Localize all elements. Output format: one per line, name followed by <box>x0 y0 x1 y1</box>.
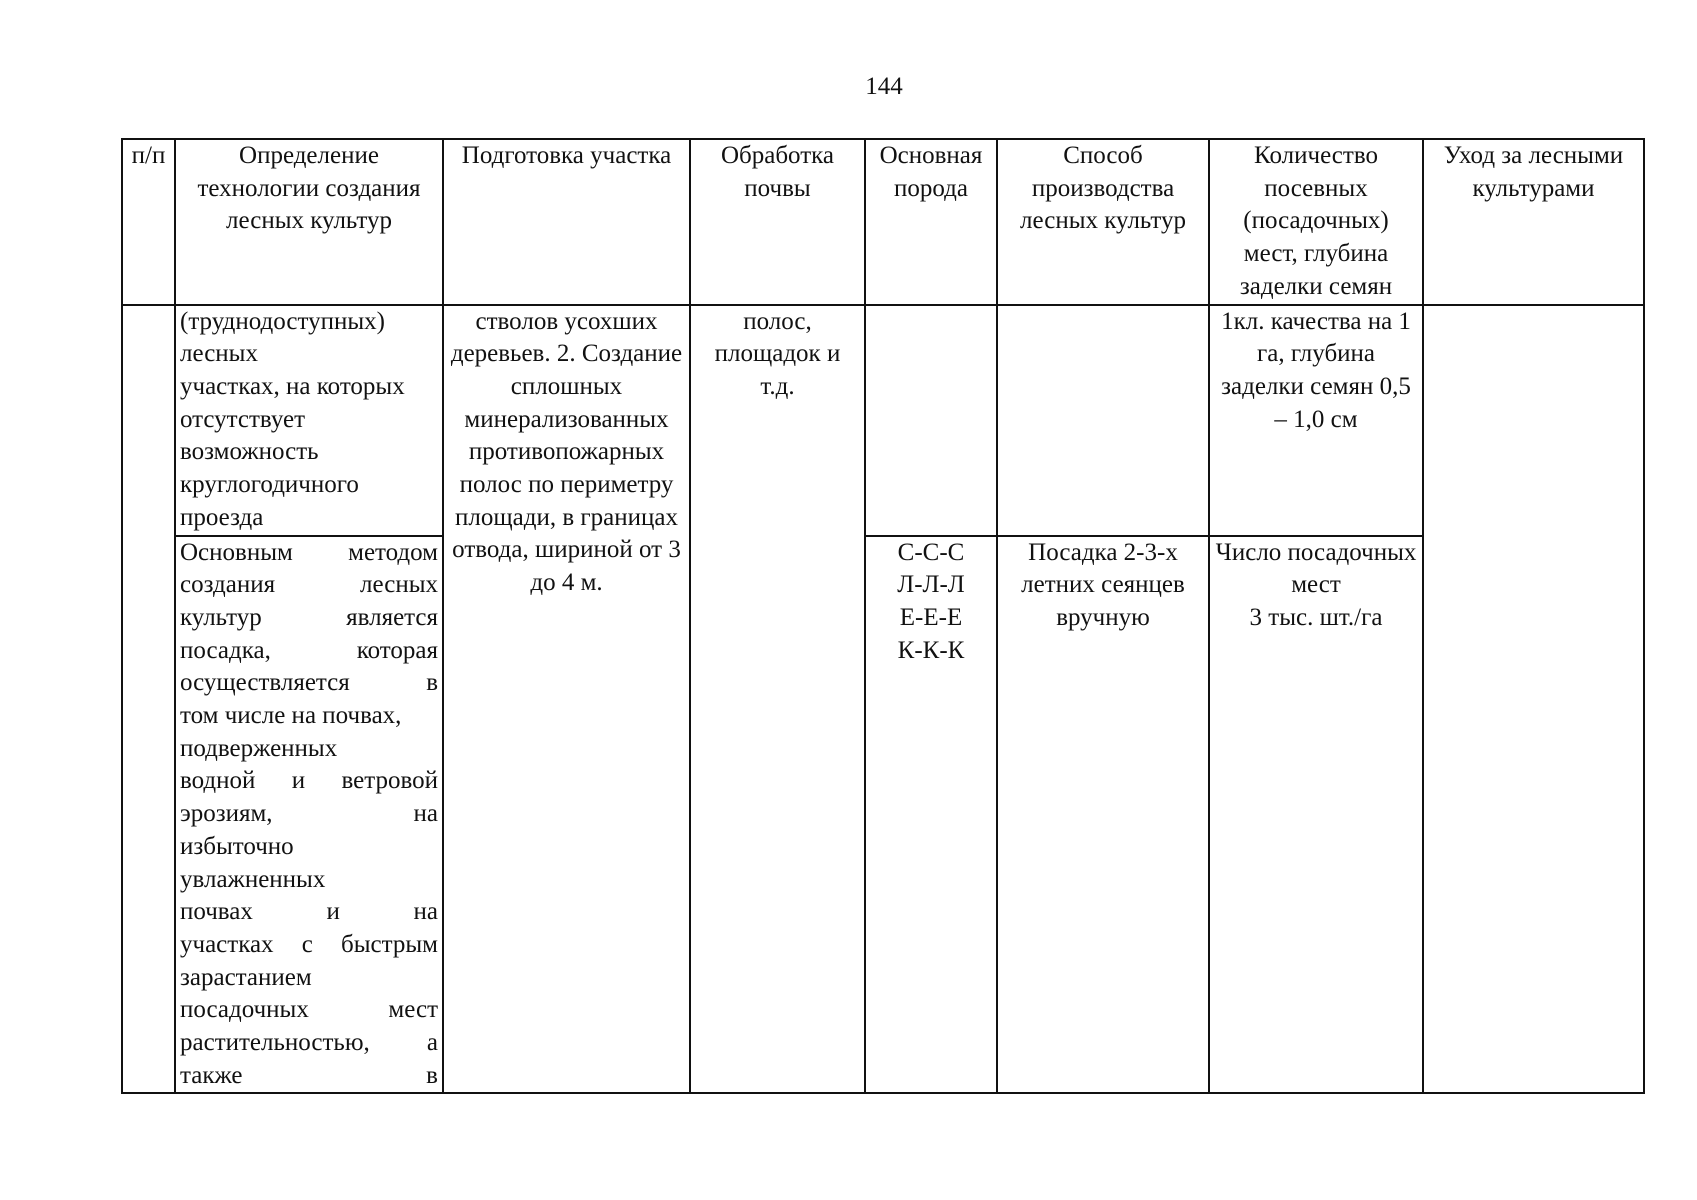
technology-line: почвах и на <box>180 898 438 926</box>
header-species: Основная порода <box>865 139 997 305</box>
header-soil: Обработка почвы <box>690 139 865 305</box>
technology-line: эрозиям, на <box>180 800 438 828</box>
cell-species-2: С-С-С Л-Л-Л Е-Е-Е К-К-К <box>865 536 997 1094</box>
header-method: Способ производства лесных культур <box>997 139 1209 305</box>
technology-line: создания лесных <box>180 571 438 599</box>
header-preparation: Подготовка участка <box>443 139 690 305</box>
technology-line: осуществляется в <box>180 669 438 697</box>
cell-care <box>1423 305 1644 1094</box>
technology-line: участках с быстрым <box>180 930 438 958</box>
technology-line: том числе на почвах, <box>180 702 402 730</box>
table-header-row <box>122 139 1644 305</box>
cell-species-1 <box>865 305 997 536</box>
forest-culture-table <box>121 138 1645 1094</box>
table-row <box>122 536 1644 1094</box>
technology-line: увлажненных <box>180 865 326 893</box>
technology-line: посадочных мест <box>180 996 438 1024</box>
technology-line: Основным методом <box>180 538 438 566</box>
header-pp: п/п <box>122 139 175 305</box>
technology-line: культур является <box>180 603 438 631</box>
header-care: Уход за лесными культурами <box>1423 139 1644 305</box>
header-quantity: Количество посевных (посадочных) мест, глубина заделки семян <box>1209 139 1423 305</box>
cell-method-2: Посадка 2-3-х летних сеянцев вручную <box>997 536 1209 1094</box>
technology-line: растительностью, а <box>180 1029 438 1057</box>
technology-line: посадка, которая <box>180 636 438 664</box>
cell-preparation: стволов усохших деревьев. 2. Создание сплошных минерализованных противопожарных полос по периметру площади, в границах отвода, шириной от 3 до 4 м. <box>443 305 690 1094</box>
technology-line: избыточно <box>180 832 294 860</box>
header-technology: Определение технологии создания лесных культур <box>175 139 443 305</box>
page-number: 144 <box>865 73 903 100</box>
cell-quantity-1: 1кл. качества на 1 га, глубина заделки семян 0,5 – 1,0 см <box>1209 305 1423 536</box>
technology-line: водной и ветровой <box>180 767 438 795</box>
technology-line: также в <box>180 1061 438 1089</box>
cell-pp <box>122 305 175 1094</box>
cell-soil: полос, площадок и т.д. <box>690 305 865 1094</box>
table-row <box>122 305 1644 536</box>
cell-technology-2 <box>175 536 443 1094</box>
technology-line: зарастанием <box>180 963 312 991</box>
cell-technology-1: (труднодоступных) лесных участках, на которых отсутствует возможность круглогодичного проезда <box>175 305 443 536</box>
cell-quantity-2: Число посадочных мест 3 тыс. шт./га <box>1209 536 1423 1094</box>
technology-line: подверженных <box>180 734 338 762</box>
cell-method-1 <box>997 305 1209 536</box>
